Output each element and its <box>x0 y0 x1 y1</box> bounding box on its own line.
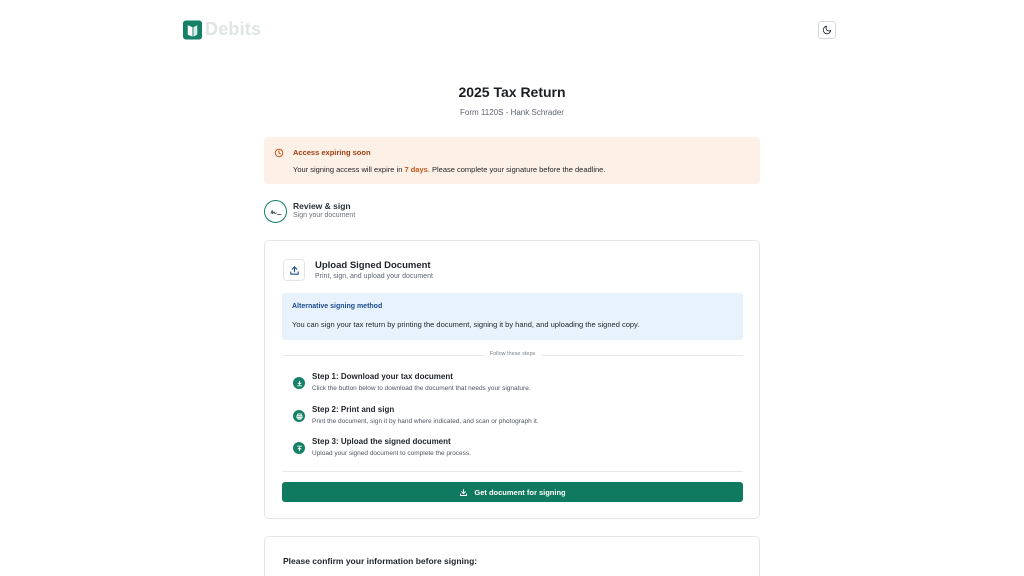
step-3-title: Step 3: Upload the signed document <box>312 437 451 446</box>
step-1-title: Step 1: Download your tax document <box>312 372 453 381</box>
confirm-information-card <box>264 536 760 576</box>
upload-signed-document-card <box>264 240 760 519</box>
theme-toggle-button[interactable] <box>818 21 836 39</box>
upload-icon <box>293 442 305 454</box>
step-indicator <box>264 200 287 223</box>
info-text: You can sign your tax return by printing the document, signing it by hand, and uploading the signed copy. <box>292 320 640 329</box>
list-item-step-3 <box>293 437 733 465</box>
card-subtitle: Print, sign, and upload your document <box>315 273 433 280</box>
list-item-step-1 <box>293 372 733 400</box>
download-icon <box>459 488 468 497</box>
alert-message <box>293 165 605 174</box>
get-document-button[interactable] <box>282 482 743 502</box>
alert-text-before: Your signing access will expire in <box>293 165 405 174</box>
download-icon <box>293 377 305 389</box>
step-subtitle: Sign your document <box>293 212 356 219</box>
brand-name: Debits <box>205 19 262 39</box>
step-2-title: Step 2: Print and sign <box>312 405 395 414</box>
alert-text-after: . Please complete your signature before the deadline. <box>427 165 606 174</box>
page-title: 2025 Tax Return <box>458 84 566 100</box>
moon-icon <box>822 25 832 35</box>
printer-icon <box>293 410 305 422</box>
card-title: Upload Signed Document <box>315 260 431 271</box>
upload-icon <box>289 265 300 276</box>
alternative-method-info <box>282 293 743 340</box>
upload-icon-container <box>283 259 305 281</box>
clock-icon <box>274 148 284 158</box>
card-divider <box>282 471 743 472</box>
page-subtitle: Form 1120S - Hank Schrader <box>460 108 564 117</box>
step-title: Review & sign <box>293 201 351 211</box>
get-document-button-label: Get document for signing <box>474 487 566 497</box>
divider-label: Follow these steps <box>484 351 542 357</box>
signature-icon <box>270 208 282 216</box>
confirm-card-title: Please confirm your information before signing: <box>283 556 478 566</box>
expiry-alert <box>264 137 760 184</box>
steps-divider <box>282 351 743 361</box>
info-title: Alternative signing method <box>292 303 383 310</box>
list-item-step-2 <box>293 405 733 433</box>
alert-days-highlight: 7 days <box>404 165 428 174</box>
step-1-description: Click the button below to download the document that needs your signature. <box>312 385 531 392</box>
alert-title: Access expiring soon <box>293 148 371 157</box>
debits-logo-icon <box>183 20 202 40</box>
step-2-description: Print the document, sign it by hand where indicated, and scan or photograph it. <box>312 418 539 425</box>
brand-logo[interactable] <box>183 19 261 40</box>
step-3-description: Upload your signed document to complete the process. <box>312 450 471 457</box>
